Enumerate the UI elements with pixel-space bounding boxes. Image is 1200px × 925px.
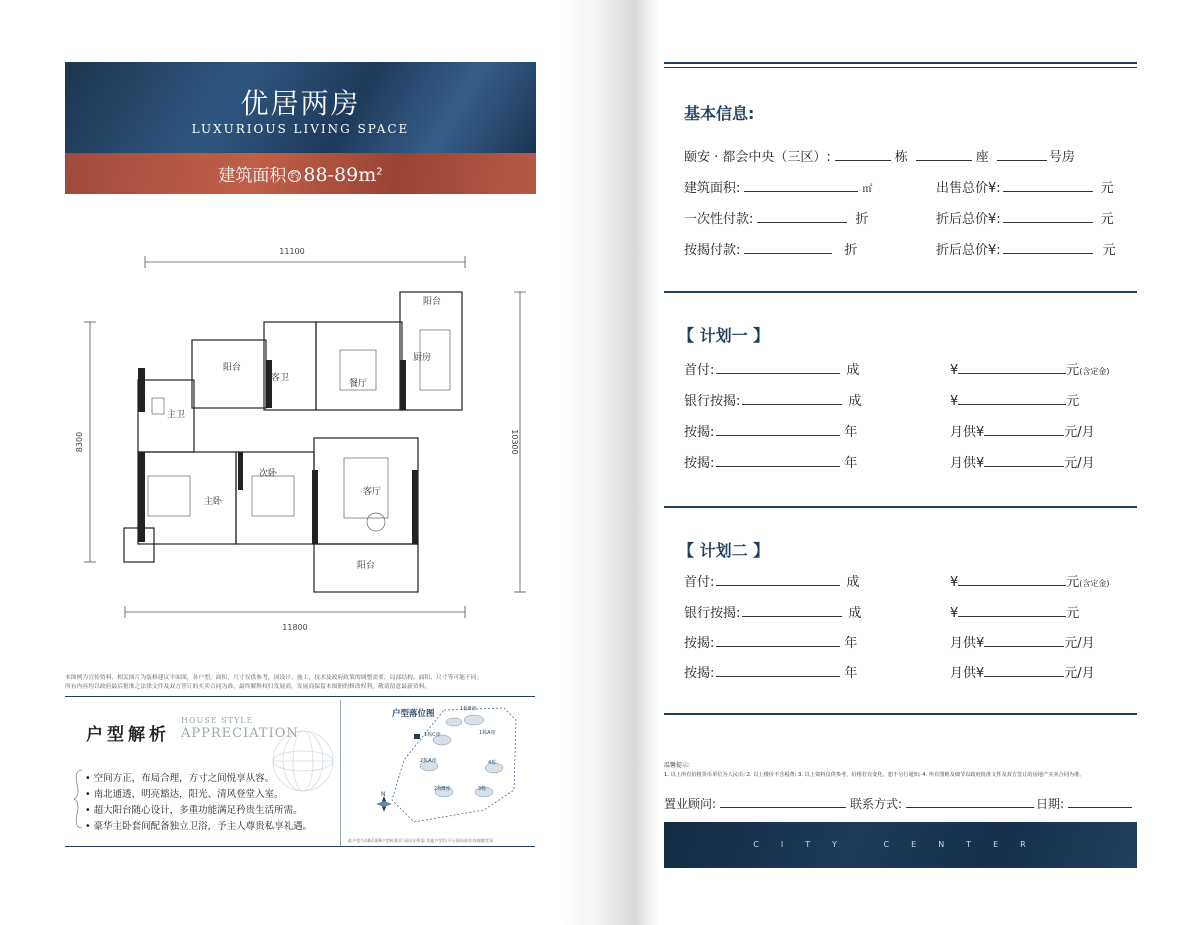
section-rule (664, 713, 1137, 715)
site-label: 2栋B座 (434, 786, 451, 792)
banner-area (65, 161, 536, 186)
analysis-bullet: • 南北通透，明亮豁达，阳光、清风登堂入室。 (85, 789, 284, 800)
site-map (344, 700, 534, 846)
room-balcony-bottom: 阳台 (356, 561, 376, 571)
seat-field[interactable] (916, 148, 972, 161)
analysis-bullet: • 空间方正，布局合理，方寸之间悦享从容。 (85, 773, 275, 784)
building-field[interactable] (835, 148, 891, 161)
banner (65, 62, 536, 194)
area-row: 建筑面积: ㎡ (684, 181, 873, 196)
reminder-title: 温馨提示: (664, 762, 691, 769)
plan2-row: 按揭: 年 (684, 666, 858, 681)
room-second-bedroom: 次卧 (258, 469, 278, 479)
svg-text:N: N (381, 791, 386, 798)
banner-subtitle: LUXURIOUS LIVING SPACE (191, 122, 410, 136)
room-guest-bath: 客卫 (270, 373, 290, 383)
plan2-row: 按揭: 年 (684, 636, 858, 651)
section-rule (664, 291, 1137, 293)
date-row: 日期: (1036, 795, 1132, 812)
room-dining: 餐厅 (348, 379, 368, 389)
price-row: 出售总价¥: 元 (936, 181, 1114, 196)
site-label: 3栋 (478, 786, 487, 792)
compass-icon (376, 791, 392, 812)
floor-plan (60, 240, 540, 640)
plan1-row-right: ¥ 元 (950, 394, 1080, 409)
plan1-title: 【 计划一 】 (678, 326, 770, 345)
area-label: 建筑面积 (218, 166, 287, 186)
site-label: 2栋A座 (420, 758, 437, 764)
site-label: 1栋C座 (424, 732, 441, 738)
section-rule (664, 506, 1137, 508)
plan1-row-right: ¥ 元(含定金) (950, 363, 1110, 378)
plan1-row-right: 月供¥ 元/月 (950, 456, 1095, 471)
plan1-row: 按揭: 年 (684, 425, 858, 440)
site-label: 4栋 (488, 760, 497, 766)
plan2-row: 首付: 成 (684, 575, 860, 590)
disclaimer-notes (65, 674, 535, 691)
after-price-row-2: 折后总价¥: 元 (936, 243, 1116, 258)
plan2-row: 银行按揭: 成 (684, 606, 862, 621)
site-label: 1栋B座 (460, 706, 477, 712)
plan2-row-right: ¥ 元 (950, 606, 1080, 621)
note-line: 本图例为宣传资料，相关图片为装修建议平面图，各户型、面积、尺寸仅供参考，因设计、施工、技术及政府政策的调整需要，局部结构、面积、尺寸等可能不同； (65, 675, 483, 681)
area-sup: 2 (376, 166, 383, 178)
area-mark: 约 (290, 171, 300, 181)
brand-strip-text: CITY CENTER (753, 840, 1048, 849)
analysis-subtitle-2: APPRECIATION (181, 726, 299, 741)
room-field[interactable] (997, 148, 1047, 161)
plan2-row-right: 月供¥ 元/月 (950, 636, 1095, 651)
consultant-field[interactable] (720, 795, 846, 808)
basic-info-title: 基本信息: (684, 104, 755, 123)
site-map-caption: 此户型为1栋C座B户型标准层 因设计所需 其他户型均不公面局部会有细微差异 (348, 838, 494, 843)
date-field[interactable] (1068, 795, 1132, 808)
plan2-row-right: ¥ 元(含定金) (950, 575, 1110, 590)
contact-row: 联系方式: (850, 795, 1034, 812)
section-divider (65, 696, 535, 697)
room-living: 客厅 (362, 487, 382, 497)
analysis-bullet: • 超大阳台随心设计，多重功能满足矜贵生活所需。 (85, 805, 303, 816)
area-value: 88-89m (303, 164, 377, 186)
after-price-field-2[interactable] (1003, 241, 1093, 254)
plan2-row-right: 月供¥ 元/月 (950, 666, 1095, 681)
price-field[interactable] (1003, 179, 1093, 192)
mortgage-row: 按揭付款: 折 (684, 243, 858, 258)
plan1-row-right: 月供¥ 元/月 (950, 425, 1095, 440)
dim-right: 10300 (510, 429, 519, 455)
top-rule (664, 62, 1137, 64)
top-rule-thin (664, 67, 1137, 68)
site-label: 1栋A座 (479, 730, 496, 736)
mortgage-field[interactable] (744, 241, 832, 254)
onetime-row: 一次性付款: 折 (684, 212, 869, 227)
after-price-row: 折后总价¥: 元 (936, 212, 1114, 227)
analysis-subtitle-1: HOUSE STYLE (181, 716, 254, 725)
contact-field[interactable] (906, 795, 1034, 808)
consultant-row: 置业顾问: (664, 795, 846, 812)
plan1-row: 按揭: 年 (684, 456, 858, 471)
address-row: 颐安 · 都会中央（三区）: 栋 座 号房 (684, 150, 1075, 165)
page-gutter (560, 0, 660, 925)
bullet-bracket-icon (72, 768, 86, 830)
banner-title: 优居两房 (240, 87, 361, 120)
room-balcony-left: 阳台 (222, 363, 242, 373)
area-field[interactable] (744, 179, 858, 192)
room-balcony-top: 阳台 (422, 297, 442, 307)
after-price-field[interactable] (1003, 210, 1093, 223)
room-master-bedroom: 主卧 (203, 497, 223, 507)
plan2-title: 【 计划二 】 (678, 541, 770, 560)
room-master-bath: 主卫 (166, 410, 186, 420)
dim-top: 11100 (279, 247, 305, 256)
dim-left: 8300 (75, 431, 84, 453)
plan1-row: 首付: 成 (684, 363, 860, 378)
reminder-text: 1. 以上所有价格货币单位为人民币; 2. 以上楼价不含税费; 3. 以上资料仅供参考，价格若有变化，恕不另行通知; 4. 所有图则及细节以政府批准文件及双方签订的房地产买卖合同为准。 (664, 772, 1085, 778)
site-map-title: 户型落位图 (392, 709, 435, 719)
plan1-row: 银行按揭: 成 (684, 394, 862, 409)
section-divider (65, 846, 535, 847)
dim-bottom: 11800 (282, 623, 308, 632)
note-line: 所有内容均以政府最后批准之法律文件及双方签订的买卖合同为准，最终解释权归发展商，发展商保留本图册的修改权利，敬请留意最新资料。 (65, 683, 431, 690)
room-kitchen: 厨房 (412, 353, 432, 363)
analysis-title: 户型解析 (86, 725, 170, 745)
onetime-field[interactable] (757, 210, 847, 223)
column-divider (340, 700, 341, 846)
analysis-bullet: • 豪华主卧套间配备独立卫浴，予主人尊贵私享礼遇。 (85, 821, 313, 832)
